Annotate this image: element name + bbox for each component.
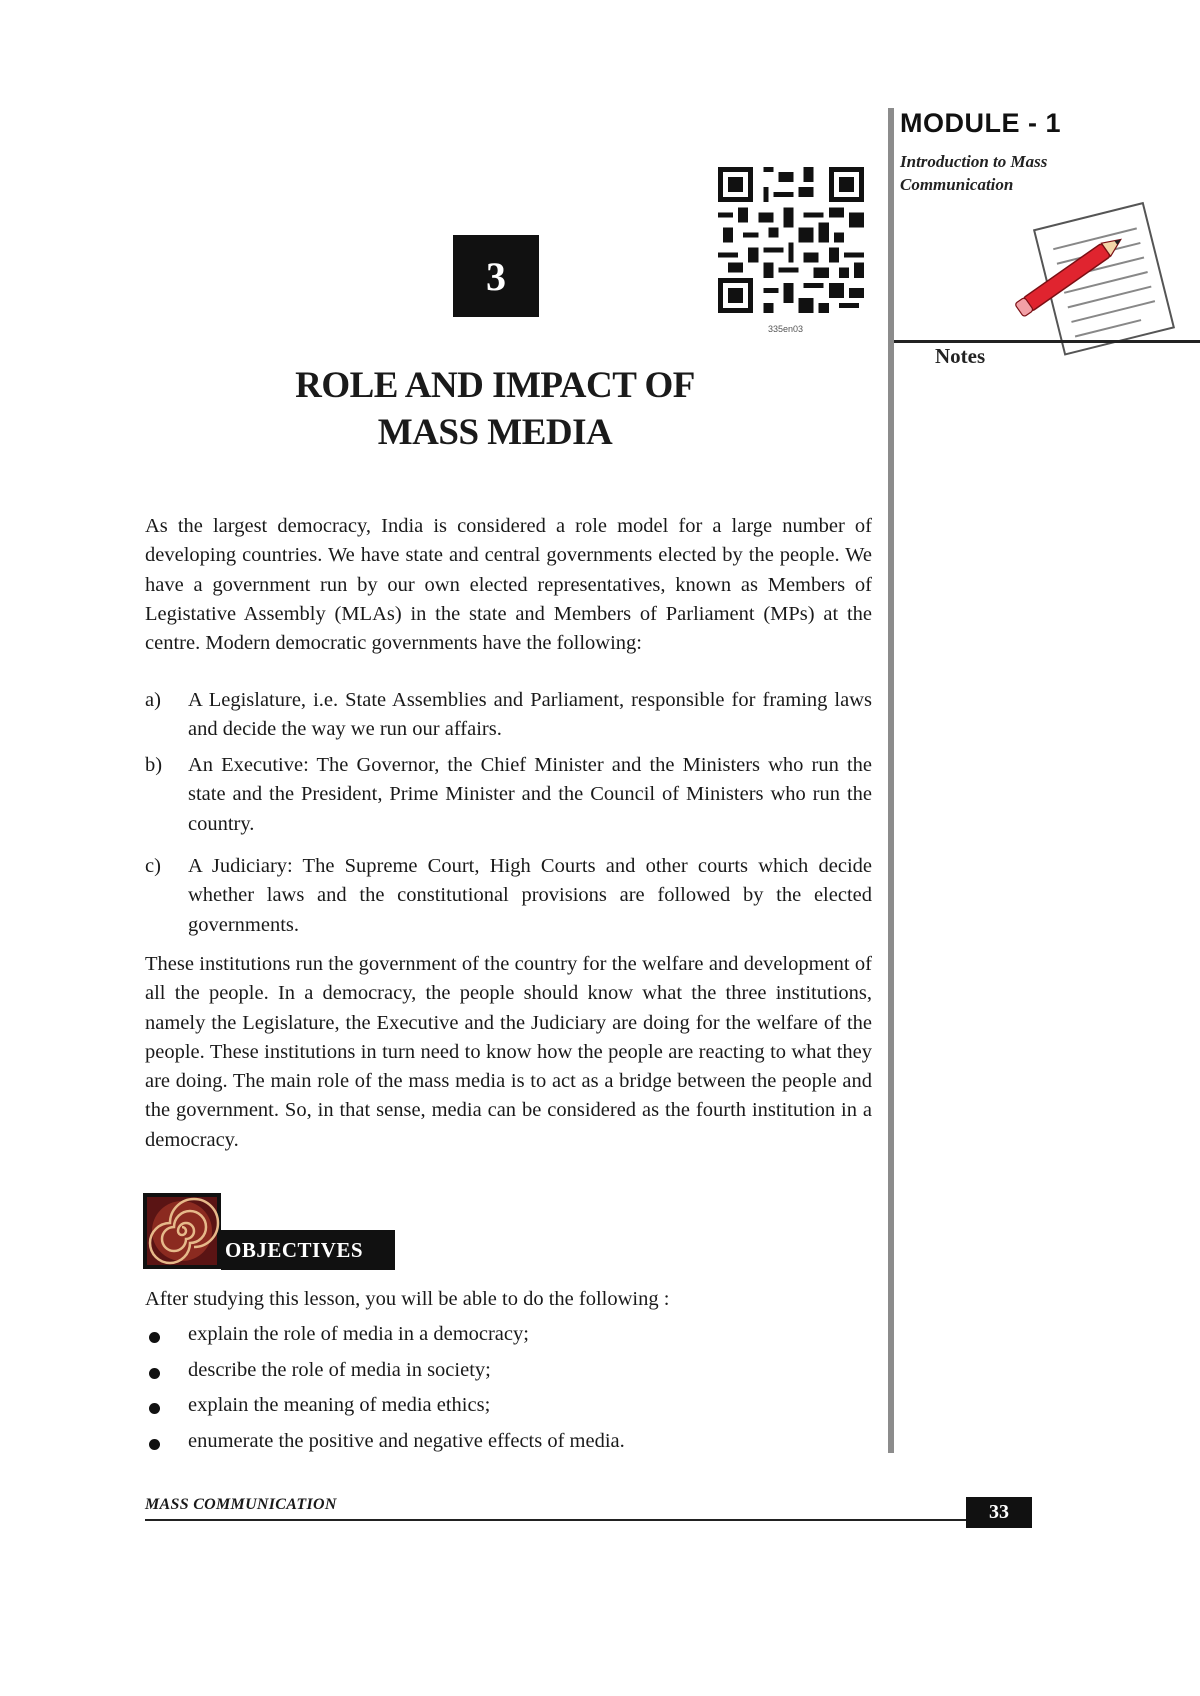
chapter-title <box>145 362 845 456</box>
list-item-text: A Judiciary: The Supreme Court, High Courts and other courts which decide whether laws and the constitutional provisions are followed by the elected governments. <box>188 855 872 936</box>
list-item-text: A Legislature, i.e. State Assemblies and Parliament, responsible for framing laws and decide the way we run our affairs. <box>188 689 872 741</box>
objective-text: enumerate the positive and negative effects of media. <box>188 1429 625 1452</box>
objectives-intro: After studying this lesson, you will be able to do the following : <box>145 1288 670 1310</box>
bullet-icon <box>149 1439 160 1450</box>
module-subtitle <box>900 150 1047 196</box>
list-item-label: c) <box>145 855 161 877</box>
intro-paragraph: As the largest democracy, India is considered a role model for a large number of developing countries. We have state and central governments elected by the people. We have a government run by our own elected representatives, known as Members of Legistative Assembly (MLAs) in the state and Members of Parliament (MPs) at the centre. Modern democratic governments have the following: <box>145 515 872 655</box>
notes-divider <box>894 340 1200 343</box>
chapter-title-line2: MASS MEDIA <box>377 412 613 453</box>
list-item <box>145 1323 872 1359</box>
objectives-heading: OBJECTIVES <box>221 1230 395 1270</box>
objective-text: describe the role of media in society; <box>188 1358 491 1381</box>
bullet-icon <box>149 1332 160 1343</box>
module-subtitle-line1: Introduction to Mass <box>900 152 1048 171</box>
module-title: MODULE - 1 <box>900 108 1062 138</box>
list-item-text: An Executive: The Governor, the Chief Minister and the Ministers who run the state and the President, Prime Minister and the Council of Ministers who run the country. <box>188 754 872 835</box>
qr-code-icon[interactable] <box>718 165 864 315</box>
objective-text: explain the meaning of media ethics; <box>188 1394 491 1416</box>
list-item <box>145 686 872 745</box>
bullet-icon <box>149 1403 160 1414</box>
closing-paragraph: These institutions run the government of the country for the welfare and development of all the people. In a democracy, the people should know what the three institutions, namely the Legislature, the Executive and the Judiciary are doing for the welfare of the people. These institutions in turn need to know how the people are reacting to what they are doing. The main role of the mass media is to act as a bridge between the people and the government. So, in that sense, media can be considered as the fourth institution in a democracy. <box>145 953 872 1151</box>
module-subtitle-line2: Communication <box>900 175 1014 194</box>
notes-label: Notes <box>935 344 986 368</box>
page-number: 33 <box>966 1497 1032 1528</box>
footer-label: MASS COMMUNICATION <box>145 1496 337 1513</box>
margin-divider <box>888 108 894 1453</box>
objective-text: explain the role of media in a democracy; <box>188 1323 529 1345</box>
list-item-label: a) <box>145 689 161 711</box>
objectives-spiral-icon <box>143 1193 221 1269</box>
chapter-title-line1: ROLE AND IMPACT OF <box>295 365 695 406</box>
list-item <box>145 1394 872 1430</box>
list-item <box>145 852 872 940</box>
objectives-list <box>145 1323 872 1465</box>
bullet-icon <box>149 1368 160 1379</box>
list-item <box>145 751 872 839</box>
qr-code-label: 335en03 <box>768 324 804 334</box>
list-item-label: b) <box>145 754 163 776</box>
chapter-number: 3 <box>453 235 539 317</box>
list-item <box>145 1430 872 1466</box>
list-item <box>145 1359 872 1395</box>
footer-divider <box>145 1519 1031 1521</box>
